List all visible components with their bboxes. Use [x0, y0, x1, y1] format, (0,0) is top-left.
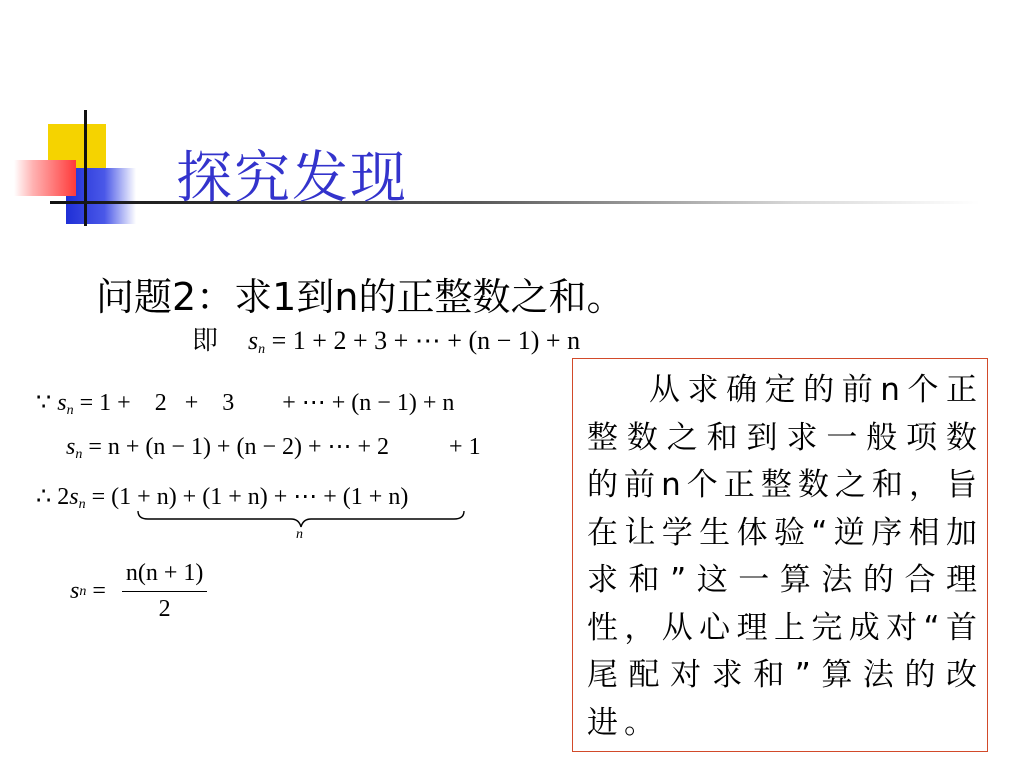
sn-symbol: s: [69, 484, 79, 510]
decor-blue-square: [66, 168, 136, 224]
decor-vertical-line: [84, 110, 87, 226]
underbrace-count: n: [296, 527, 303, 542]
sn-subscript: n: [66, 403, 74, 418]
therefore-symbol: ∴ 2: [36, 484, 70, 510]
slide-title: 探究发现: [176, 146, 408, 211]
row3-rhs: = (1 + n) + (1 + n) + ⋯ + (1 + n): [85, 484, 409, 510]
decor-red-bar: [14, 160, 76, 196]
result-fraction: [122, 560, 208, 623]
formula-main: = 1 + 2 + 3 + ⋯ + (n − 1) + n: [265, 326, 581, 355]
sn-symbol: s: [248, 326, 259, 355]
teaching-note-text: 从求确定的前n个正整数之和到求一般项数的前n个正整数之和，旨在让学生体验“逆序相加求和”这一算法的合理性，从心理上完成对“首尾配对求和”算法的改进。: [587, 372, 983, 741]
sn-symbol: s: [57, 390, 67, 416]
underbrace: [136, 509, 466, 529]
fraction-denominator: 2: [158, 596, 171, 622]
problem-statement: 问题2：求1到n的正整数之和。: [96, 275, 625, 319]
derivation-row-reverse: [66, 432, 481, 463]
sn-symbol: s: [66, 434, 76, 460]
sn-subscript: n: [79, 583, 87, 599]
sn-subscript: n: [75, 447, 83, 462]
ji-label: 即: [192, 326, 219, 356]
because-symbol: ∵: [36, 390, 52, 416]
result-equals: =: [86, 578, 112, 604]
sn-symbol: s: [70, 578, 80, 604]
fraction-numerator: n(n + 1): [122, 560, 208, 592]
result-formula: [70, 560, 207, 623]
row1-rhs: = 1 + 2 + 3 + ⋯ + (n − 1) + n: [73, 390, 455, 416]
teaching-note-box: [572, 358, 988, 752]
row2-rhs: = n + (n − 1) + (n − 2) + ⋯ + 2 + 1: [82, 434, 481, 460]
formula-definition: [192, 320, 580, 358]
sn-subscript: n: [78, 497, 86, 512]
sn-subscript: n: [258, 342, 266, 357]
derivation-row-forward: [36, 388, 454, 419]
